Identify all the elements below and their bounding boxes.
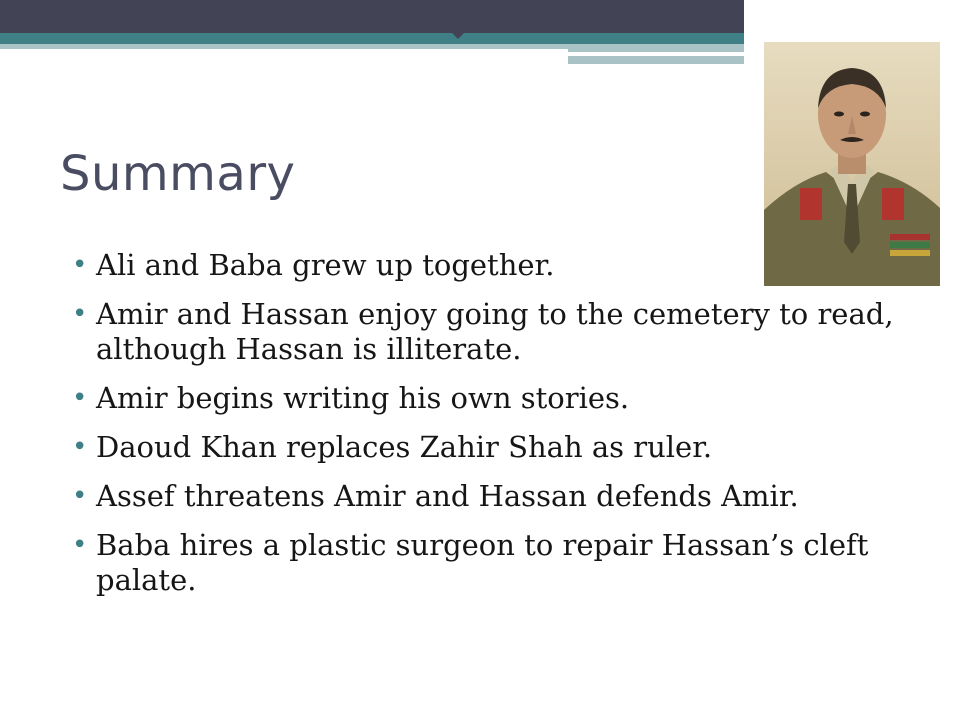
light-stripe-right bbox=[568, 44, 744, 52]
bullet-item: • Amir begins writing his own stories. bbox=[72, 381, 902, 416]
light-stripe bbox=[0, 44, 568, 49]
slide-title: Summary bbox=[60, 146, 296, 202]
bullet-list bbox=[72, 248, 902, 612]
top-bar bbox=[0, 0, 744, 33]
accent-stripe bbox=[0, 33, 744, 44]
bullet-item: • Daoud Khan replaces Zahir Shah as ruler. bbox=[72, 430, 902, 465]
bullet-item: • Assef threatens Amir and Hassan defends Amir. bbox=[72, 479, 902, 514]
decor-triangle bbox=[452, 33, 464, 39]
bullet-item: • Ali and Baba grew up together. bbox=[72, 248, 902, 283]
bullet-item: • Amir and Hassan enjoy going to the cemetery to read, although Hassan is illiterate. bbox=[72, 297, 902, 367]
bullet-item: • Baba hires a plastic surgeon to repair Hassan’s cleft palate. bbox=[72, 528, 902, 598]
light-stripe-right-lower bbox=[568, 56, 744, 64]
